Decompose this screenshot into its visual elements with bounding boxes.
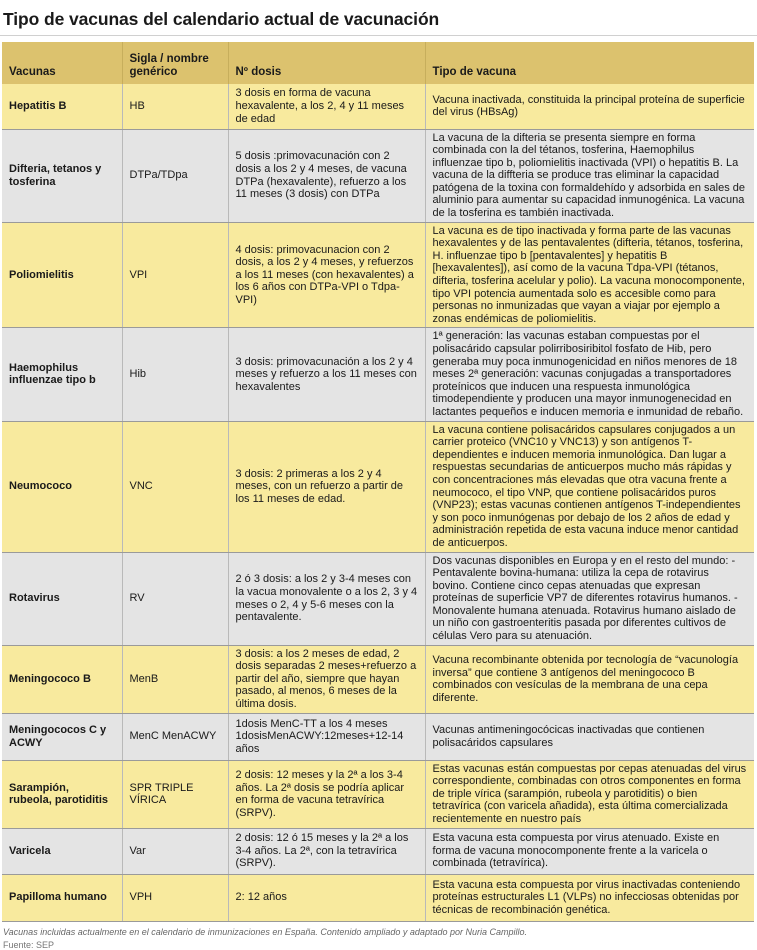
vaccine-dosis: 1dosis MenC-TT a los 4 meses 1dosisMenACWY:12meses+12-14 años <box>228 713 425 760</box>
table-row <box>2 222 754 328</box>
page-title: Tipo de vacunas del calendario actual de vacunación <box>3 9 440 29</box>
vaccine-table <box>2 42 754 922</box>
vaccine-dosis: 3 dosis: 2 primeras a los 2 y 4 meses, con un refuerzo a partir de los 11 meses de edad. <box>228 421 425 552</box>
vaccine-dosis: 5 dosis :primovacunación con 2 dosis a los 2 y 4 meses, de vacuna DTPa (hexavalente), refuerzo a los 11 meses (3 dosis) con DTPa <box>228 129 425 222</box>
vaccine-dosis: 2 dosis: 12 meses y la 2ª a los 3-4 años. La 2ª dosis se podría aplicar en forma de vacuna tetravírica (SRPV). <box>228 760 425 828</box>
vaccine-sigla: MenB <box>122 645 228 713</box>
vaccine-tipo: Esta vacuna esta compuesta por virus inactivadas conteniendo proteínas estructurales L1 (VLPs) no infecciosas obtenidas por técnicas de recombinación genética. <box>425 874 754 921</box>
header-sigla: Sigla / nombre genérico <box>122 42 228 84</box>
vaccine-sigla: HB <box>122 84 228 129</box>
vaccine-tipo: Vacuna inactivada, constituida la principal proteína de superficie del virus (HBsAg) <box>425 84 754 129</box>
vaccine-dosis: 2: 12 años <box>228 874 425 921</box>
vaccine-dosis: 3 dosis: primovacunación a los 2 y 4 meses y refuerzo a los 11 meses con hexavalentes <box>228 328 425 421</box>
vaccine-name: Difteria, tetanos y tosferina <box>2 129 122 222</box>
vaccine-sigla: VNC <box>122 421 228 552</box>
table-row <box>2 84 754 129</box>
vaccine-sigla: MenC MenACWY <box>122 713 228 760</box>
vaccine-tipo: Esta vacuna esta compuesta por virus atenuado. Existe en forma de vacuna monocomponente frente a la varicela o combinada (tetravírica). <box>425 828 754 874</box>
vaccine-sigla: DTPa/TDpa <box>122 129 228 222</box>
table-footnote: Vacunas incluidas actualmente en el calendario de inmunizaciones en España. Contenido ampliado y adaptado por Nuria Campillo. <box>3 926 527 937</box>
vaccine-sigla: RV <box>122 552 228 645</box>
vaccine-name: Sarampión, rubeola, parotiditis <box>2 760 122 828</box>
header-vacunas: Vacunas <box>2 42 122 84</box>
vaccine-tipo: La vacuna es de tipo inactivada y forma parte de las vacunas hexavalentes y de las pentavalentes (difteria, tétanos, tosferina, H. influenzae tipo b [pentavalentes] y hepatitis B [hexavalentes]), así como de la vacuna Tdpa-VPI (tétanos, difteria, tosferina acelular y polio). La vacuna monocomponente, tipo VPI potencia aumentada solo es accesible como para personas no inmunizadas que vayan a viajar por ejemplo a zonas endémicas de poliomielitis. <box>425 222 754 328</box>
vaccine-name: Haemophilus influenzae tipo b <box>2 328 122 421</box>
vaccine-sigla: VPI <box>122 222 228 328</box>
vaccine-tipo: Vacunas antimeningocócicas inactivadas que contienen polisacáridos capsulares <box>425 713 754 760</box>
vaccine-tipo: La vacuna contiene polisacáridos capsulares conjugados a un carrier proteico (VNC10 y VNC13) y son antígenos T-dependientes e inducen memoria inmunológica. Dan lugar a respuestas secundarias de anticuerpos mucho más rápidas y con concentraciones más elevadas que otra vacuna frente a neumococo, el tipo VNP, que contiene polisacáridos puros (VNP23); estas vacunas contienen antígenos T-independientes y son poco inmunógenas por debajo de los 2 años de edad y administración repetida de esta vacuna induce menor cantidad de anticuerpos. <box>425 421 754 552</box>
vaccine-dosis: 3 dosis: a los 2 meses de edad, 2 dosis separadas 2 meses+refuerzo a partir del año, siempre que hayan pasado, al menos, 6 meses de la última dosis. <box>228 645 425 713</box>
vaccine-name: Poliomielitis <box>2 222 122 328</box>
vaccine-name: Hepatitis B <box>2 84 122 129</box>
table-row <box>2 828 754 874</box>
header-tipo: Tipo de vacuna <box>425 42 754 84</box>
vaccine-name: Meningococo B <box>2 645 122 713</box>
vaccine-sigla: SPR TRIPLE VÍRICA <box>122 760 228 828</box>
vaccine-tipo: Vacuna recombinante obtenida por tecnología de “vacunología inversa” que contiene 3 antígenos del meningococo B combinados con vesículas de la membrana de una cepa diferente. <box>425 645 754 713</box>
vaccine-name: Meningococos C y ACWY <box>2 713 122 760</box>
vaccine-tipo: 1ª generación: las vacunas estaban compuestas por el polisacárido capsular polirribosiribitol fosfato de Hib, pero generaba muy poca inmunogenicidad en niños menores de 18 meses 2ª generación: vacunas conjugadas a transportadores proteínicos que inducen una respuesta inmunológica timodependiente y producen una mayor inmunogenecidad en lactantes pequeños e inducen memoria e inmunidad de rebaño. <box>425 328 754 421</box>
vaccine-name: Neumococo <box>2 421 122 552</box>
vaccine-dosis: 3 dosis en forma de vacuna hexavalente, a los 2, 4 y 11 meses de edad <box>228 84 425 129</box>
vaccine-tipo: Dos vacunas disponibles en Europa y en el resto del mundo: - Pentavalente bovina-humana: utiliza la cepa de rotavirus bovino. Contiene cinco cepas atenuadas que expresan proteínas de superficie VP7 de diferentes rotavirus humanos. - Monovalente humana atenuada. Rotavirus humano aislado de un niño con gastroenteritis pasada por diferentes cultivos de células Vero para su atenuación. <box>425 552 754 645</box>
vaccine-name: Varicela <box>2 828 122 874</box>
vaccine-sigla: Hib <box>122 328 228 421</box>
header-dosis: Nº dosis <box>228 42 425 84</box>
table-row <box>2 713 754 760</box>
vaccine-tipo: La vacuna de la difteria se presenta siempre en forma combinada con la del tétanos, tosferina, Haemophilus influenzae tipo b, poliomielitis inactivada (VPI) o hepatitis B. La vacuna de la diffteria se produce tras eliminar la capacidad patógena de la toxina con formaldehído y adsorbida en sales de aluminio para aumentar su capacidad inmunogénica. La vacuna de la tosferina es también inactivada. <box>425 129 754 222</box>
table-row <box>2 421 754 552</box>
vaccine-sigla: VPH <box>122 874 228 921</box>
table-row <box>2 874 754 921</box>
table-row <box>2 328 754 421</box>
vaccine-dosis: 4 dosis: primovacunacion con 2 dosis, a los 2 y 4 meses, y refuerzos a los 11 meses (con hexavalentes) a los 6 años con DTPa-VPI o Tdpa-VPI) <box>228 222 425 328</box>
vaccine-name: Rotavirus <box>2 552 122 645</box>
table-row <box>2 552 754 645</box>
table-row <box>2 760 754 828</box>
vaccine-dosis: 2 ó 3 dosis: a los 2 y 3-4 meses con la vacua monovalente o a los 2, 3 y 4 meses o 2, 4 y 5-6 meses con la pentavalente. <box>228 552 425 645</box>
table-row <box>2 129 754 222</box>
table-header-row <box>2 42 754 84</box>
table-row <box>2 645 754 713</box>
table-source: Fuente: SEP <box>3 939 55 950</box>
vaccine-dosis: 2 dosis: 12 ó 15 meses y la 2ª a los 3-4 años. La 2ª, con la tetravírica (SRPV). <box>228 828 425 874</box>
vaccine-name: Papilloma humano <box>2 874 122 921</box>
vaccine-sigla: Var <box>122 828 228 874</box>
title-divider <box>0 35 757 36</box>
vaccine-tipo: Estas vacunas están compuestas por cepas atenuadas del virus correspondiente, combinadas con otros componentes en forma de triple vírica (sarampión, rubeola y parotiditis) o bien tetravírica (con varicela añadida), esta última comercializada recientemente en nuestro país <box>425 760 754 828</box>
